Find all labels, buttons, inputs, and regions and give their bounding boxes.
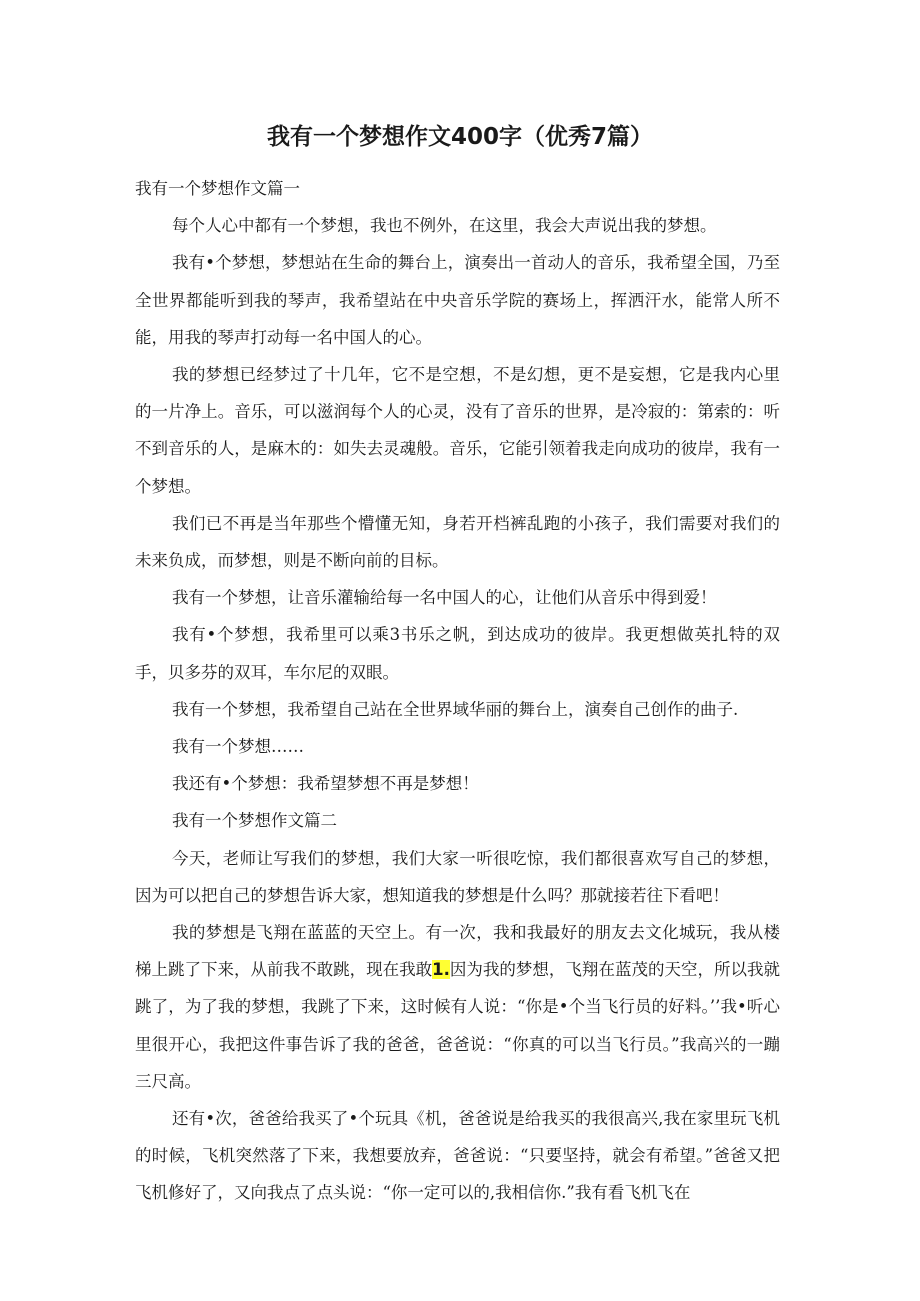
paragraph: 我有一个梦想…… xyxy=(172,737,304,757)
paragraph: 我们已不再是当年那些个懵懂无知，身若开档裤乱跑的小孩子，我们需要对我们的未来负成，而梦想，则是不断向前的目标。 xyxy=(135,513,780,571)
paragraph: 还有•次，爸爸给我买了•个玩具《机，爸爸说是给我买的我很高兴,我在家里玩飞机的时候，飞机突然落了下来，我想要放弃，爸爸说：“只要坚持，就会有希望。”爸爸又把飞机修好了，又向我点了点头说：“你一定可以的,我相信你.”我有看飞机飞在 xyxy=(135,1109,780,1203)
paragraph: 今天，老师让写我们的梦想，我们大家一听很吃惊，我们都很喜欢写自己的梦想，因为可以把自己的梦想告诉大家，想知道我的梦想是什么吗？那就接若往下看吧！ xyxy=(135,848,780,905)
paragraph: 我有•个梦想，我希里可以乘3书乐之帆，到达成功的彼岸。我更想做英扎特的双手，贝多芬的双耳，车尔尼的双眼。 xyxy=(135,625,780,682)
paragraph-part: 因为我的梦想，飞翔在蓝茂的天空，所以我就跳了，为了我的梦想，我跳了下来，这时候有人说：“你是•个当飞行员的好料。’’我•听心里很开心，我把这件事告诉了我的爸爸，爸爸说：“你真的可以当飞行员。”我高兴的一蹦三尺高。 xyxy=(135,960,781,1091)
document-body xyxy=(135,170,780,1212)
paragraph-with-highlight xyxy=(135,914,780,1100)
paragraph: 我有一个梦想，我希望自己站在全世界域华丽的舞台上，演奏自己创作的曲子. xyxy=(172,699,739,719)
paragraph: 我有•个梦想，梦想站在生命的舞台上，演奏出一首动人的音乐，我希望全国，乃至全世界都能听到我的琴声，我希望站在中央音乐学院的赛场上，挥洒汗水，能常人所不能，用我的琴声打动每一名中国人的心。 xyxy=(135,253,780,347)
paragraph: 每个人心中都有一个梦想，我也不例外，在这里，我会大声说出我的梦想。 xyxy=(172,216,717,236)
paragraph-part: 我的梦想是飞翔在蓝蓝的天空上。有一次，我和我最好的朋友去文化城玩，我从楼 xyxy=(172,923,780,943)
paragraph-part: 梯上跳了下来，从前我不敢跳，现在我敢 xyxy=(135,960,433,980)
section-heading-1: 我有一个梦想作文篇一 xyxy=(135,179,300,198)
paragraph: 我的梦想已经梦过了十几年，它不是空想，不是幻想，更不是妄想，它是我内心里的一片净上。音乐，可以滋润每个人的心灵，没有了音乐的世界，是冷寂的：第索的：听不到音乐的人，是麻木的：如失去灵魂般。音乐，它能引领着我走向成功的彼岸，我有一个梦想。 xyxy=(135,365,780,496)
paragraph: 我还有•个梦想：我希望梦想不再是梦想！ xyxy=(172,774,479,794)
document-title: 我有一个梦想作文400字（优秀7篇） xyxy=(266,124,653,150)
section-heading-2: 我有一个梦想作文篇二 xyxy=(172,811,337,831)
highlight-marker: 1. xyxy=(432,960,450,980)
paragraph: 我有一个梦想，让音乐灌输给每一名中国人的心，让他们从音乐中得到爱！ xyxy=(172,588,717,608)
